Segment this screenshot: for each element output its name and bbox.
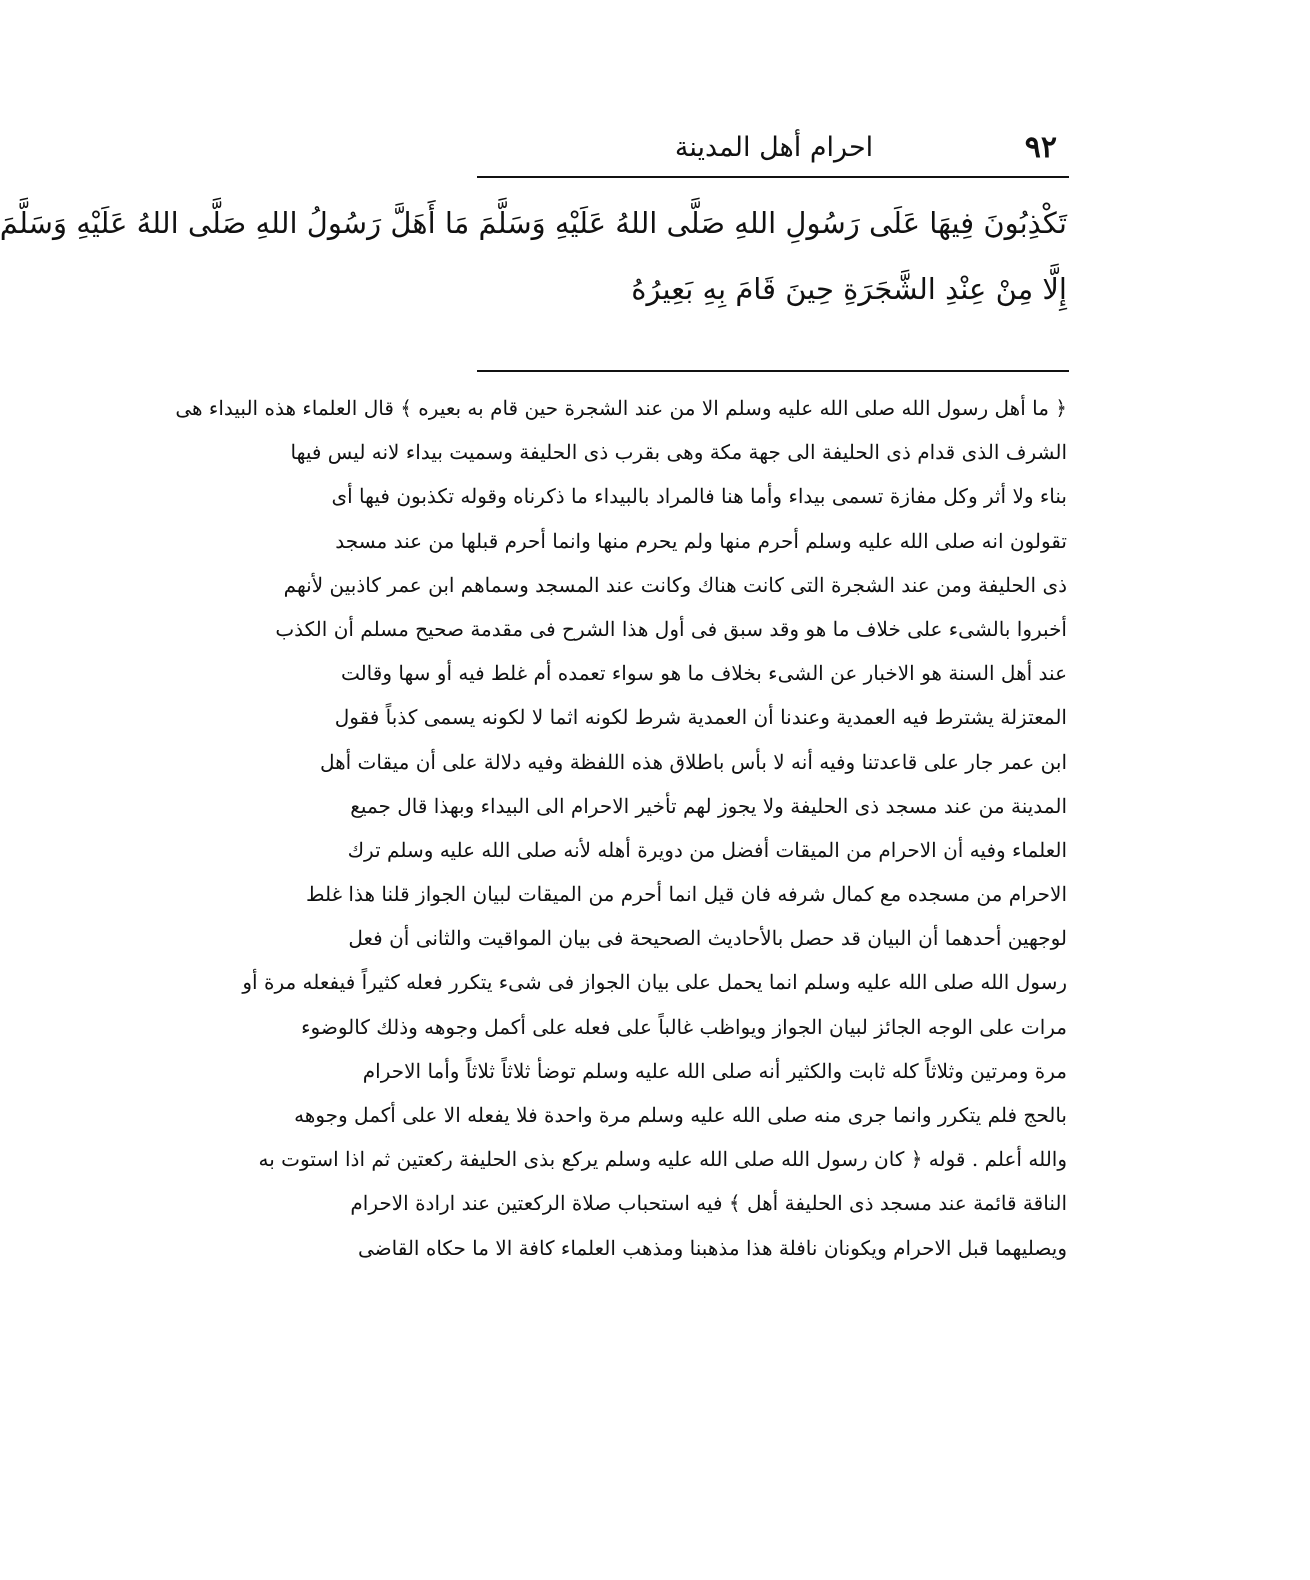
commentary-line: رسول الله صلى الله عليه وسلم انما يحمل على بيان الجواز فى شىء يتكرر فعله كثيراً فيفعله مرة أو	[242, 970, 1067, 995]
commentary-line: ابن عمر جار على قاعدتنا وفيه أنه لا بأس باطلاق هذه اللفظة وفيه دلالة على أن ميقات أهل	[319, 749, 1067, 774]
commentary-line: الاحرام من مسجده مع كمال شرفه فان قيل انما أحرم من الميقات لبيان الجواز قلنا هذا غلط	[306, 882, 1067, 907]
commentary-line: تقولون انه صلى الله عليه وسلم أحرم منها ولم يحرم منها وانما أحرم قبلها من عند مسجد	[335, 528, 1067, 553]
header-divider	[477, 176, 1069, 178]
commentary-line: أخبروا بالشىء على خلاف ما هو وقد سبق فى أول هذا الشرح فى مقدمة صحيح مسلم أن الكذب	[275, 616, 1067, 641]
commentary-line: بناء ولا أثر وكل مفازة تسمى بيداء وأما هنا فالمراد بالبيداء ما ذكرناه وقوله تكذبون فيها أى	[331, 484, 1067, 509]
commentary-line: مرات على الوجه الجائز لبيان الجواز ويواظب غالباً على فعله على أكمل وجوهه وذلك كالوضوء	[301, 1014, 1067, 1039]
commentary-line: ذى الحليفة ومن عند الشجرة التى كانت هناك وكانت عند المسجد وسماهم ابن عمر كاذبين لأنهم	[283, 572, 1067, 597]
commentary-line: بالحج فلم يتكرر وانما جرى منه صلى الله عليه وسلم مرة واحدة فلا يفعله الا على أكمل وجوهه	[294, 1103, 1067, 1127]
commentary-line: ويصليهما قبل الاحرام ويكونان نافلة هذا مذهبنا ومذهب العلماء كافة الا ما حكاه القاضى	[357, 1235, 1067, 1260]
commentary-line: ﴿ ما أهل رسول الله صلى الله عليه وسلم الا من عند الشجرة حين قام به بعيره ﴾ قال العلماء هذه البيداء هى	[175, 396, 1067, 420]
hadith-text	[0, 190, 1067, 322]
running-title: احرام أهل المدينة	[674, 132, 874, 163]
commentary-line: عند أهل السنة هو الاخبار عن الشىء بخلاف ما هو سواء تعمده أم غلط فيه أو سها وقالت	[340, 661, 1067, 686]
commentary-text	[175, 386, 1067, 1270]
commentary-line: الناقة قائمة عند مسجد ذى الحليفة أهل ﴾ فيه استحباب صلاة الركعتين عند ارادة الاحرام	[350, 1191, 1067, 1216]
page-header	[479, 128, 1069, 172]
commentary-line: الشرف الذى قدام ذى الحليفة الى جهة مكة وهى بقرب ذى الحليفة وسميت بيداء لانه ليس فيها	[290, 440, 1067, 465]
commentary-line: العلماء وفيه أن الاحرام من الميقات أفضل من دويرة أهله لأنه صلى الله عليه وسلم ترك	[347, 837, 1067, 862]
hadith-line: تَكْذِبُونَ فِيهَا عَلَى رَسُولِ اللهِ صَلَّى اللهُ عَلَيْهِ وَسَلَّمَ مَا أَهَلَّ رَسُولُ اللهِ صَلَّى اللهُ عَلَيْهِ وَسَلَّمَ	[0, 206, 1067, 240]
commentary-line: لوجهين أحدهما أن البيان قد حصل بالأحاديث الصحيحة فى بيان المواقيت والثانى أن فعل	[348, 926, 1067, 951]
page-number: ٩٢	[1024, 130, 1057, 165]
commentary-line: المعتزلة يشترط فيه العمدية وعندنا أن العمدية شرط لكونه اثما لا لكونه يسمى كذباً فقول	[334, 705, 1067, 730]
commentary-line: والله أعلم . قوله ﴿ كان رسول الله صلى الله عليه وسلم يركع بذى الحليفة ركعتين ثم اذا استوت به	[258, 1147, 1067, 1172]
hadith-line: إِلَّا مِنْ عِنْدِ الشَّجَرَةِ حِينَ قَامَ بِهِ بَعِيرُهُ	[631, 272, 1067, 306]
section-divider	[477, 370, 1069, 372]
commentary-line: المدينة من عند مسجد ذى الحليفة ولا يجوز لهم تأخير الاحرام الى البيداء وبهذا قال جميع	[350, 793, 1067, 818]
commentary-line: مرة ومرتين وثلاثاً كله ثابت والكثير أنه صلى الله عليه وسلم توضأ ثلاثاً ثلاثاً وأما الاحرام	[362, 1058, 1067, 1083]
